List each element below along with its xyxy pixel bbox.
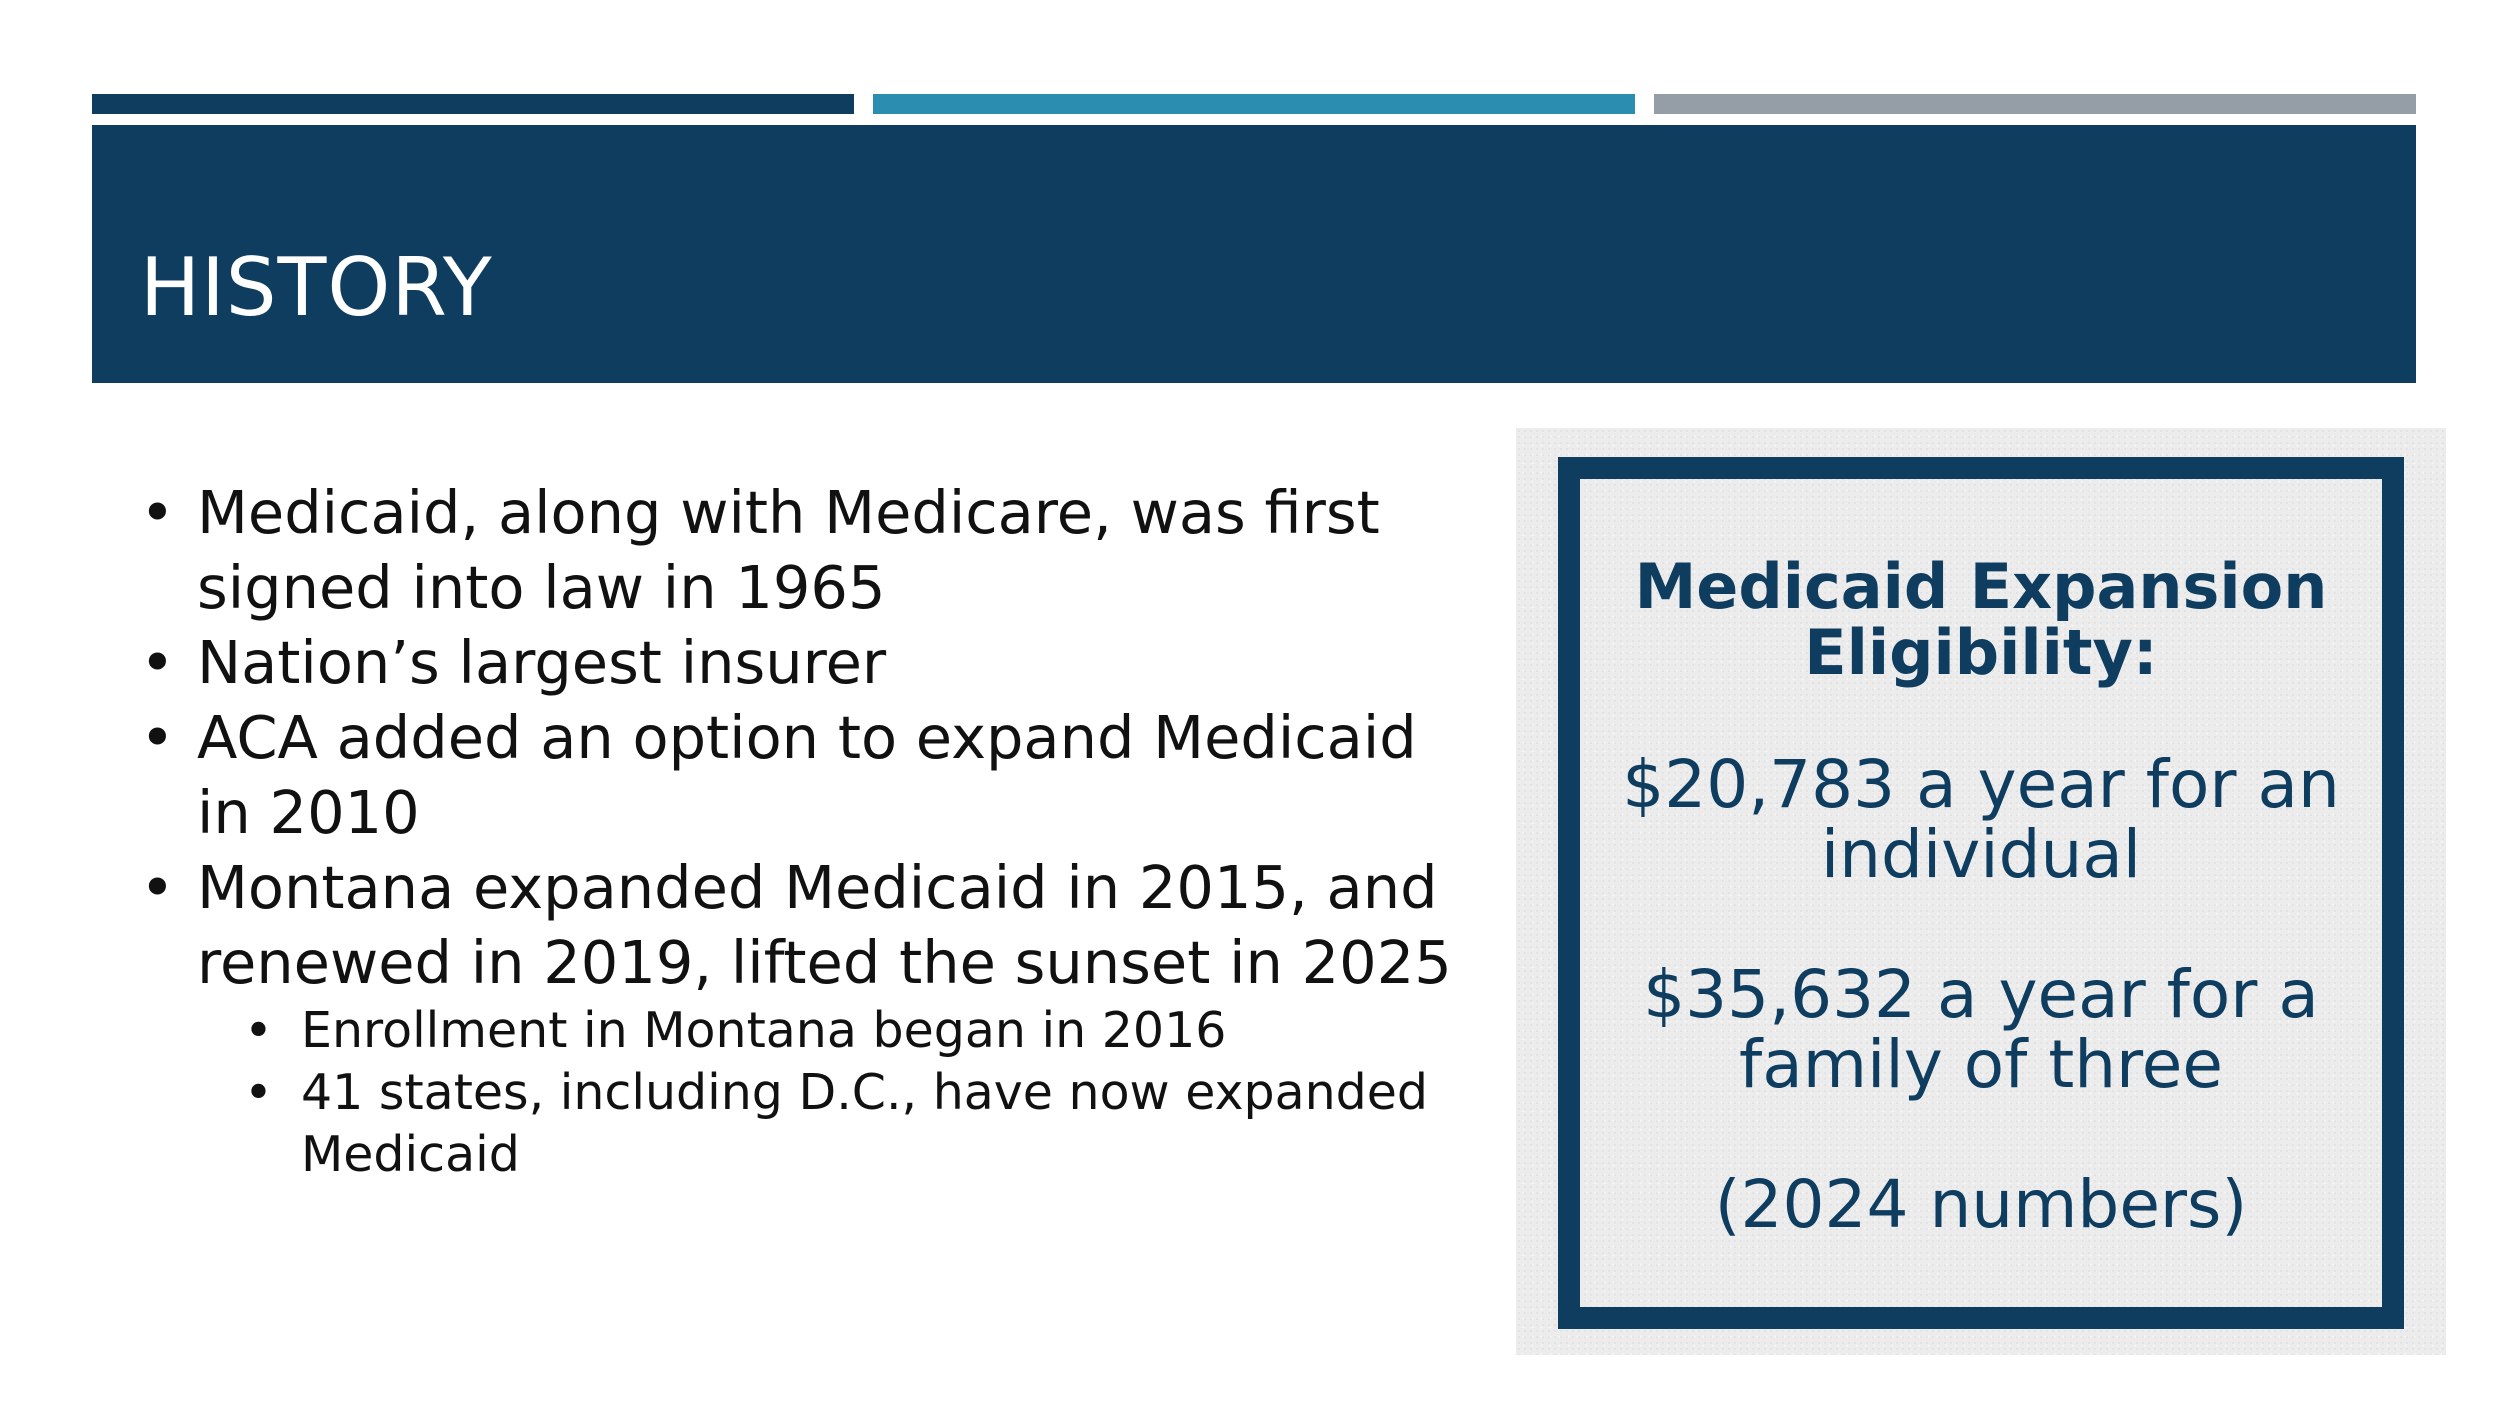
callout-heading: Medicaid Expansion Eligibility: bbox=[1634, 550, 2328, 689]
sub-bullet-item: • 41 states, including D.C., have now expanded Medicaid bbox=[244, 1062, 1480, 1186]
bullet-item: • Nation’s largest insurer bbox=[140, 625, 1480, 700]
sub-bullet-list bbox=[244, 1000, 1480, 1186]
bullet-item: • Montana expanded Medicaid in 2015, and renewed in 2019, lifted the sunset in 2025 bbox=[140, 850, 1480, 1000]
sub-bullet-item: • Enrollment in Montana began in 2016 bbox=[244, 1000, 1480, 1062]
callout-individual-threshold: $20,783 a year for an individual bbox=[1622, 746, 2340, 893]
accent-bar-gray bbox=[1654, 94, 2416, 114]
callout-content bbox=[1580, 550, 2382, 1243]
bullet-list bbox=[140, 475, 1480, 1186]
callout-note: (2024 numbers) bbox=[1714, 1166, 2248, 1243]
bullet-item: • Medicaid, along with Medicare, was first signed into law in 1965 bbox=[140, 475, 1480, 625]
title-band bbox=[92, 125, 2416, 383]
callout-family-threshold: $35,632 a year for a family of three bbox=[1643, 956, 2319, 1103]
bullet-item: • ACA added an option to expand Medicaid in 2010 bbox=[140, 700, 1480, 850]
callout-box bbox=[1558, 457, 2404, 1329]
slide-title: HISTORY bbox=[140, 241, 493, 334]
accent-bar-teal bbox=[873, 94, 1635, 114]
accent-bar-navy bbox=[92, 94, 854, 114]
